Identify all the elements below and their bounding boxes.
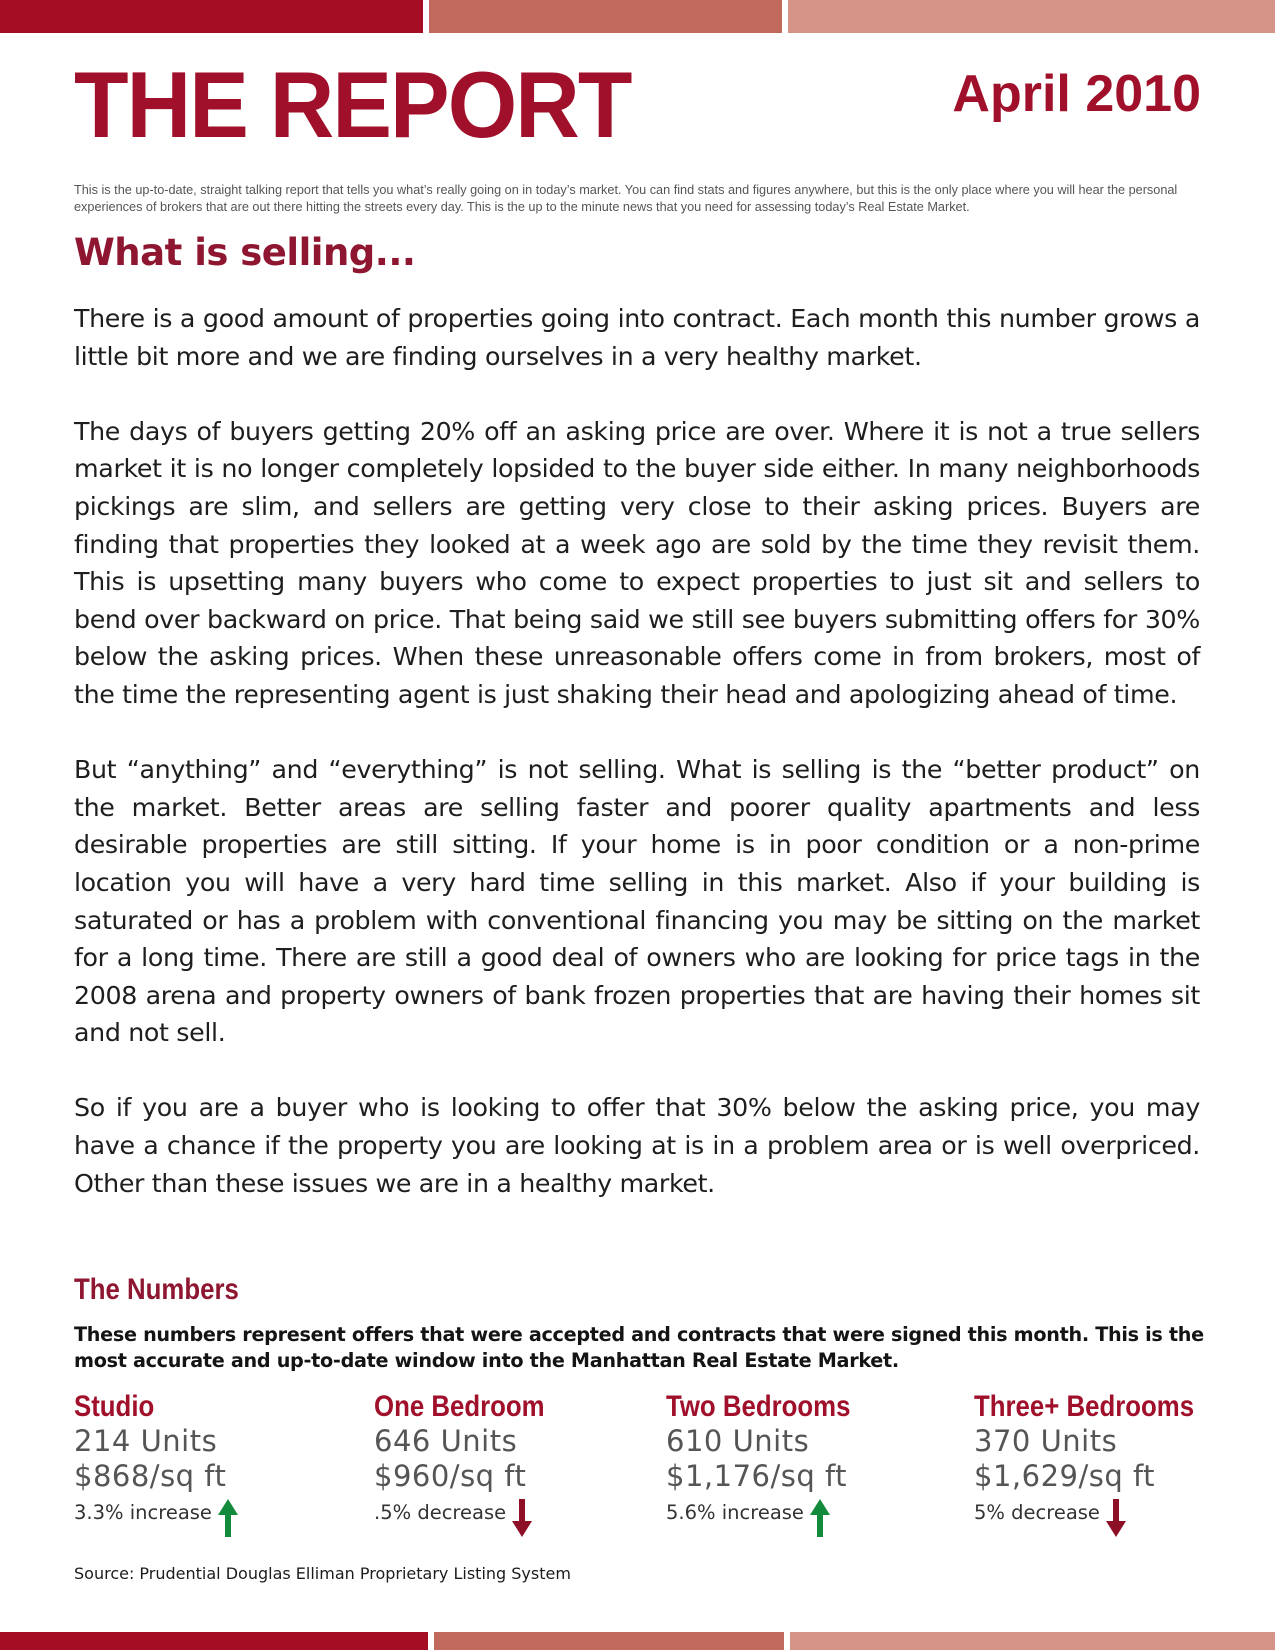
top-color-band [0,0,1275,33]
stat-units: 370 Units [974,1424,1118,1458]
stat-units: 610 Units [666,1424,810,1458]
paragraph: But “anything” and “everything” is not selling. What is selling is the “better product” on the market. Better areas are selling faster and poorer quality apartments and less desirable properties are still sitting. If your home is in poor condition or a non-prime location you will have a very hard time selling in this market. Also if your building is saturated or has a problem with conventional financing you may be sitting on the market for a long time. There are still a good deal of owners who are looking for price tags in the 2008 arena and property owners of bank frozen properties that are having their homes sit and not sell. [74,755,1200,1048]
stat-units: 646 Units [374,1424,518,1458]
arrow-up-icon [218,1499,238,1537]
stat-price: $1,176/sq ft [666,1459,848,1493]
stat-category: One Bedroom [374,1390,545,1423]
paragraph: So if you are a buyer who is looking to offer that 30% below the asking price, you may have a chance if the property you are looking at is in a problem area or is well overpriced. Other than these issues we are in a healthy market. [74,1093,1200,1198]
stat-studio [74,1390,238,1537]
stat-price: $960/sq ft [374,1459,527,1493]
band-light-segment [790,1632,1275,1650]
stat-change: 5.6% increase [666,1501,804,1524]
arrow-up-icon [810,1499,830,1537]
paragraph: The days of buyers getting 20% off an asking price are over. Where it is not a true sellers market it is no longer completely lopsided to the buyer side either. In many neighborhoods pickings are slim, and sellers are getting very close to their asking prices. Buyers are finding that properties they looked at a week ago are sold by the time they revisit them. This is upsetting many buyers who come to expect properties to just sit and sellers to bend over backward on price. That being said we still see buyers submitting offers for 30% below the asking prices. When these unreasonable offers come in from brokers, most of the time the representing agent is just shaking their head and apologizing ahead of time. [74,416,1200,709]
band-light-segment [788,0,1275,33]
selling-body [74,300,1200,1240]
stat-category: Studio [74,1390,155,1423]
arrow-down-icon [512,1499,532,1537]
source-note: Source: Prudential Douglas Elliman Proprietary Listing System [74,1564,571,1583]
report-date: April 2010 [952,65,1201,123]
stat-price: $1,629/sq ft [974,1459,1156,1493]
stat-units: 214 Units [74,1424,218,1458]
stat-three-plus-bedrooms [974,1390,1230,1537]
report-title: THE REPORT [74,52,631,157]
stat-price: $868/sq ft [74,1459,227,1493]
numbers-note: These numbers represent offers that were accepted and contracts that were signed this month. This is the most accurate and up-to-date window into the Manhattan Real Estate Market. [74,1323,1204,1372]
band-dark-segment [0,1632,428,1650]
bottom-color-band [0,1632,1275,1650]
intro-text: This is the up-to-date, straight talking report that tells you what’s really going on in today’s market. You can find stats and figures anywhere, but this is the only place where you will hear the personal experiences of brokers that are out there hitting the streets every day. This is the up to the minute news that you need for assessing today’s Real Estate Market. [74,183,1178,214]
stat-change: 5% decrease [974,1501,1100,1524]
arrow-down-icon [1106,1499,1126,1537]
stat-two-bedrooms [666,1390,880,1537]
stat-category: Two Bedrooms [666,1390,851,1423]
band-mid-segment [434,1632,784,1650]
stat-change: .5% decrease [374,1501,507,1524]
stat-change: 3.3% increase [74,1501,212,1524]
stat-one-bedroom [374,1390,572,1537]
section-heading-selling: What is selling... [74,231,416,274]
paragraph: There is a good amount of properties going into contract. Each month this number grows a little bit more and we are finding ourselves in a very healthy market. [74,304,1200,371]
section-heading-numbers: The Numbers [74,1273,239,1306]
stat-category: Three+ Bedrooms [974,1390,1195,1423]
band-dark-segment [0,0,423,33]
band-mid-segment [429,0,782,33]
